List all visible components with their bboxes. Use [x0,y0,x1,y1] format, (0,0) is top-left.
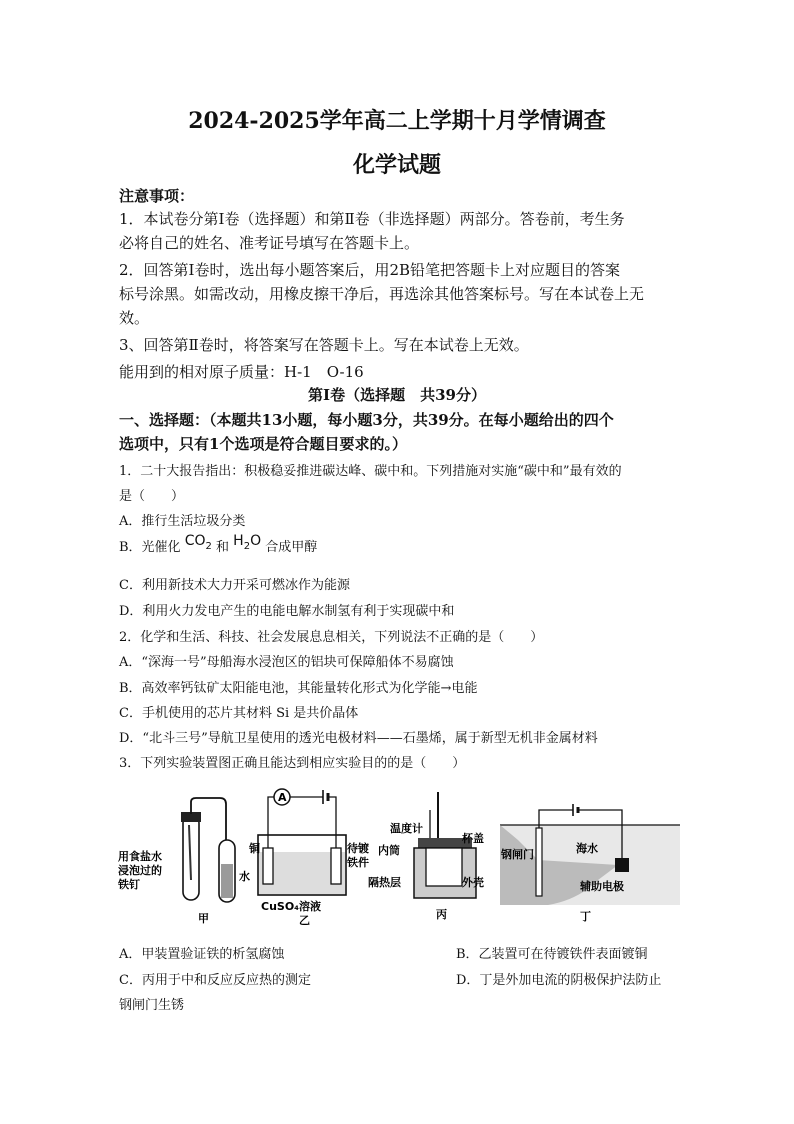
q3-stem: 3．下列实验装置图正确且能达到相应实验目的的是（ ） [119,756,466,771]
h2o-formula [233,533,262,552]
ding-aux-label: 辅助电极 [580,880,624,893]
bing-shell-label: 外壳 [462,876,484,889]
notes-line: 2．回答第Ⅰ卷时，选出每小题答案后，用2B铅笔把答题卡上对应题目的答案 [119,261,621,279]
copper-electrode [263,848,273,884]
experiment-figure [118,780,684,930]
q3-option-a: A．甲装置验证铁的析氢腐蚀 [119,947,285,962]
jia-name: 甲 [198,912,209,925]
wire-left [268,797,274,848]
notes-line: 必将自己的姓名、准考证号填写在答题卡上。 [119,234,420,252]
o-text: O [250,533,262,549]
q1-option-c: C．利用新技术大力开采可燃冰作为能源 [119,578,350,593]
jia-label-3: 铁钉 [118,878,140,891]
apparatus-yi [248,789,369,927]
notes-line: 效。 [119,309,150,327]
q1-stem: 1．二十大报告指出：积极稳妥推进碳达峰、碳中和。下列措施对实施“碳中和”最有效的 [119,464,622,479]
section-instructions: 一、选择题：（本题共13小题，每小题3分，共39分。在每小题给出的四个 [119,411,614,429]
inner-cup [426,848,462,886]
yi-name: 乙 [299,914,310,927]
ammeter-label: A [278,791,287,804]
notes-line: 3、回答第Ⅱ卷时，将答案写在答题卡上。写在本试卷上无效。 [119,336,529,354]
bing-thermo-label: 温度计 [390,822,423,835]
bing-insul-label: 隔热层 [368,876,401,889]
h-text: H [233,533,244,549]
wire-right [328,797,336,848]
co2-formula [184,533,212,552]
apparatus-ding [500,804,680,923]
apparatus-jia [118,798,250,925]
q3-option-d: D．丁是外加电流的阴极保护法防止 [456,973,662,988]
yi-copper-label: 铜 [249,842,260,855]
subject-title: 化学试题 [352,152,441,178]
notes-heading: 注意事项： [119,187,195,205]
q1-option-a: A．推行生活垃圾分类 [119,514,246,529]
yi-solution-label: CuSO₄溶液 [261,900,321,913]
yi-part-label-2: 铁件 [347,856,369,869]
q2-stem: 2．化学和生活、科技、社会发展息息相关，下列说法不正确的是（ ） [119,630,544,645]
notes-line: 标号涂黑。如需改动，用橡皮擦干净后，再选涂其他答案标号。写在本试卷上无 [119,285,645,303]
q1-option-d: D．利用火力发电产生的电能电解水制氢有利于实现碳中和 [119,604,455,619]
ding-name: 丁 [580,910,591,923]
bing-name: 丙 [436,908,447,921]
notes-line: 1．本试卷分第Ⅰ卷（选择题）和第Ⅱ卷（非选择题）两部分。答卷前，考生务 [119,210,625,228]
q1-option-b-suffix: 合成甲醇 [265,540,318,555]
q2-option-d: D．“北斗三号”导航卫星使用的透光电极材料——石墨烯，属于新型无机非金属材料 [119,731,598,746]
jia-label-2: 浸泡过的 [118,864,162,877]
q3-option-b: B．乙装置可在待镀铁件表面镀铜 [456,947,648,962]
atomic-mass: 能用到的相对原子质量：H-1 O-16 [119,363,364,381]
jia-water-label: 水 [239,870,250,883]
jia-label-1: 用食盐水 [118,850,162,863]
q1-option-b-prefix: B．光催化 [119,540,181,555]
auxiliary-electrode [615,858,629,872]
co2-text: CO [184,533,206,549]
co2-subscript: 2 [205,540,212,552]
exam-title: 2024-2025学年高二上学期十月学情调查 [188,108,606,134]
bing-lid-label: 杯盖 [462,832,484,845]
steel-gate [536,828,542,896]
bing-inner-label: 内筒 [378,844,400,857]
q3-option-c: C．丙用于中和反应反应热的测定 [119,973,311,988]
q1-stem: 是（ ） [119,489,185,504]
q1-option-b [119,533,318,558]
part1-heading: 第Ⅰ卷（选择题 共39分） [308,386,486,404]
apparatus-bing [368,792,484,921]
q2-option-c: C．手机使用的芯片其材料 Si 是共价晶体 [119,706,359,721]
q2-option-a: A．“深海一号”母船海水浸泡区的铝块可保障船体不易腐蚀 [119,655,454,670]
iron-nail [189,825,191,880]
h-subscript: 2 [243,540,251,552]
ding-gate-label: 钢闸门 [501,848,534,861]
q2-option-b: B．高效率钙钛矿太阳能电池，其能量转化形式为化学能→电能 [119,681,478,696]
water-level [221,864,233,898]
yi-part-label-1: 待镀 [347,842,369,855]
iron-part-electrode [331,848,341,884]
section-instructions: 选项中，只有1个选项是符合题目要求的。） [119,435,407,453]
ding-sea-label: 海水 [576,842,598,855]
and-text: 和 [216,540,230,555]
q3-option-d-cont: 钢闸门生锈 [119,998,185,1013]
